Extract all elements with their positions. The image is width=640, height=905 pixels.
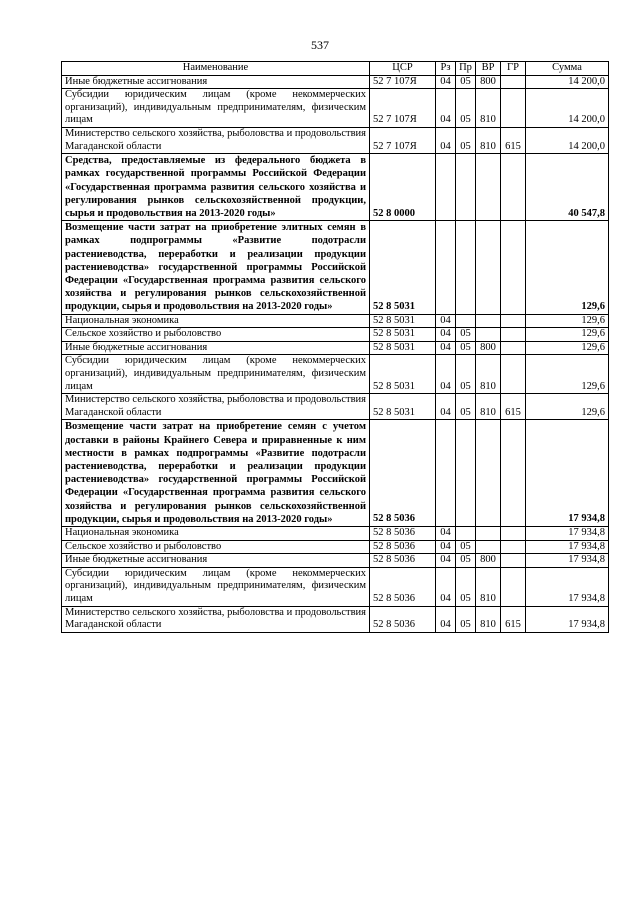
cell-gr	[501, 526, 526, 540]
cell-rz: 04	[436, 127, 456, 153]
cell-name: Субсидии юридическим лицам (кроме некоммерческих организаций), индивидуальным предпринимателям, физическим лицам	[62, 89, 370, 128]
cell-vr	[476, 328, 501, 342]
table-row	[62, 567, 609, 606]
cell-vr	[476, 526, 501, 540]
cell-gr	[501, 154, 526, 221]
cell-pr	[456, 314, 476, 328]
table-row	[62, 314, 609, 328]
cell-gr	[501, 355, 526, 394]
cell-name: Национальная экономика	[62, 314, 370, 328]
cell-rz: 04	[436, 606, 456, 632]
cell-pr: 05	[456, 328, 476, 342]
table-row	[62, 154, 609, 221]
cell-sum: 129,6	[526, 355, 609, 394]
cell-rz: 04	[436, 567, 456, 606]
cell-rz: 04	[436, 328, 456, 342]
cell-pr	[456, 154, 476, 221]
cell-gr	[501, 314, 526, 328]
cell-rz: 04	[436, 314, 456, 328]
cell-sum: 17 934,8	[526, 526, 609, 540]
cell-sum: 14 200,0	[526, 89, 609, 128]
cell-vr	[476, 154, 501, 221]
cell-vr	[476, 314, 501, 328]
cell-sum: 14 200,0	[526, 75, 609, 89]
cell-pr	[456, 526, 476, 540]
cell-sum: 17 934,8	[526, 420, 609, 527]
cell-pr: 05	[456, 606, 476, 632]
cell-name: Субсидии юридическим лицам (кроме некоммерческих организаций), индивидуальным предпринимателям, физическим лицам	[62, 355, 370, 394]
cell-sum: 129,6	[526, 221, 609, 314]
cell-name: Возмещение части затрат на приобретение семян с учетом доставки в районы Крайнего Севера и приравненные к ним местности в рамках подпрограммы «Развитие подотрасли растениеводства, переработки и реализации продукции растениеводства» государственной программы Российской Федерации «Государственная программа развития сельского хозяйства и регулирования рынков сельскохозяйственной продукции, сырья и продовольствия на 2013-2020 годы»	[62, 420, 370, 527]
cell-gr: 615	[501, 606, 526, 632]
cell-vr: 800	[476, 341, 501, 355]
cell-csr: 52 8 5036	[370, 567, 436, 606]
cell-rz: 04	[436, 89, 456, 128]
cell-csr: 52 8 5031	[370, 328, 436, 342]
cell-rz: 04	[436, 75, 456, 89]
cell-gr	[501, 221, 526, 314]
cell-sum: 17 934,8	[526, 567, 609, 606]
cell-pr	[456, 221, 476, 314]
cell-sum: 17 934,8	[526, 606, 609, 632]
cell-vr: 810	[476, 606, 501, 632]
cell-csr: 52 8 5031	[370, 341, 436, 355]
table-row	[62, 526, 609, 540]
cell-name: Национальная экономика	[62, 526, 370, 540]
cell-gr	[501, 420, 526, 527]
cell-vr: 810	[476, 567, 501, 606]
cell-rz: 04	[436, 554, 456, 568]
cell-sum: 129,6	[526, 394, 609, 420]
cell-gr: 615	[501, 394, 526, 420]
cell-pr: 05	[456, 567, 476, 606]
cell-rz	[436, 154, 456, 221]
cell-sum: 129,6	[526, 328, 609, 342]
cell-vr: 800	[476, 554, 501, 568]
cell-csr: 52 8 5031	[370, 355, 436, 394]
header-vr: ВР	[476, 62, 501, 76]
cell-sum: 40 547,8	[526, 154, 609, 221]
cell-pr: 05	[456, 394, 476, 420]
cell-name: Иные бюджетные ассигнования	[62, 554, 370, 568]
cell-name: Возмещение части затрат на приобретение элитных семян в рамках подпрограммы «Развитие подотрасли растениеводства, переработки и реализации продукции растениеводства» государственной программы Российской Федерации «Государственная программа развития сельского хозяйства и регулирования рынков сельскохозяйственной продукции, сырья и продовольствия на 2013-2020 годы»	[62, 221, 370, 314]
table-row	[62, 89, 609, 128]
cell-vr	[476, 540, 501, 554]
cell-vr	[476, 221, 501, 314]
cell-gr	[501, 341, 526, 355]
cell-csr: 52 8 5036	[370, 606, 436, 632]
table-header-row	[62, 62, 609, 76]
cell-rz: 04	[436, 355, 456, 394]
cell-pr: 05	[456, 127, 476, 153]
table-row	[62, 75, 609, 89]
cell-csr: 52 7 107Я	[370, 75, 436, 89]
cell-name: Министерство сельского хозяйства, рыболовства и продовольствия Магаданской области	[62, 606, 370, 632]
cell-gr	[501, 554, 526, 568]
cell-name: Сельское хозяйство и рыболовство	[62, 540, 370, 554]
cell-rz: 04	[436, 341, 456, 355]
cell-pr: 05	[456, 540, 476, 554]
header-sum: Сумма	[526, 62, 609, 76]
cell-csr: 52 8 5031	[370, 221, 436, 314]
cell-rz: 04	[436, 526, 456, 540]
cell-name: Министерство сельского хозяйства, рыболовства и продовольствия Магаданской области	[62, 394, 370, 420]
cell-sum: 17 934,8	[526, 554, 609, 568]
cell-gr	[501, 328, 526, 342]
table-row	[62, 328, 609, 342]
cell-pr: 05	[456, 75, 476, 89]
cell-csr: 52 8 5036	[370, 526, 436, 540]
cell-name: Иные бюджетные ассигнования	[62, 341, 370, 355]
cell-vr	[476, 420, 501, 527]
budget-table	[61, 61, 609, 633]
cell-csr: 52 8 5031	[370, 314, 436, 328]
cell-name: Иные бюджетные ассигнования	[62, 75, 370, 89]
cell-gr	[501, 75, 526, 89]
cell-name: Субсидии юридическим лицам (кроме некоммерческих организаций), индивидуальным предпринимателям, физическим лицам	[62, 567, 370, 606]
cell-rz: 04	[436, 394, 456, 420]
cell-csr: 52 8 5036	[370, 420, 436, 527]
cell-vr: 810	[476, 355, 501, 394]
cell-rz: 04	[436, 540, 456, 554]
cell-gr	[501, 540, 526, 554]
cell-name: Средства, предоставляемые из федерального бюджета в рамках государственной программы Российской Федерации «Государственная программа развития сельского хозяйства и регулирования рынков сельскохозяйственной продукции, сырья и продовольствия на 2013-2020 годы»	[62, 154, 370, 221]
table-row	[62, 221, 609, 314]
cell-sum: 17 934,8	[526, 540, 609, 554]
table-row	[62, 606, 609, 632]
cell-csr: 52 8 5036	[370, 554, 436, 568]
table-row	[62, 341, 609, 355]
header-pr: Пр	[456, 62, 476, 76]
table-row	[62, 420, 609, 527]
cell-vr: 810	[476, 394, 501, 420]
cell-gr	[501, 89, 526, 128]
table-row	[62, 355, 609, 394]
cell-pr: 05	[456, 554, 476, 568]
cell-pr: 05	[456, 89, 476, 128]
cell-csr: 52 7 107Я	[370, 89, 436, 128]
cell-sum: 129,6	[526, 314, 609, 328]
cell-pr: 05	[456, 355, 476, 394]
cell-gr	[501, 567, 526, 606]
table-row	[62, 127, 609, 153]
cell-vr: 810	[476, 89, 501, 128]
cell-rz	[436, 221, 456, 314]
cell-sum: 14 200,0	[526, 127, 609, 153]
cell-sum: 129,6	[526, 341, 609, 355]
header-gr: ГР	[501, 62, 526, 76]
cell-csr: 52 8 5031	[370, 394, 436, 420]
cell-rz	[436, 420, 456, 527]
table-row	[62, 554, 609, 568]
header-rz: Рз	[436, 62, 456, 76]
cell-gr: 615	[501, 127, 526, 153]
table-row	[62, 540, 609, 554]
cell-vr: 800	[476, 75, 501, 89]
table-row	[62, 394, 609, 420]
cell-pr: 05	[456, 341, 476, 355]
header-csr: ЦСР	[370, 62, 436, 76]
page-number: 537	[311, 38, 329, 52]
cell-vr: 810	[476, 127, 501, 153]
cell-pr	[456, 420, 476, 527]
cell-csr: 52 7 107Я	[370, 127, 436, 153]
cell-csr: 52 8 0000	[370, 154, 436, 221]
cell-name: Сельское хозяйство и рыболовство	[62, 328, 370, 342]
cell-csr: 52 8 5036	[370, 540, 436, 554]
header-name: Наименование	[62, 62, 370, 76]
cell-name: Министерство сельского хозяйства, рыболовства и продовольствия Магаданской области	[62, 127, 370, 153]
